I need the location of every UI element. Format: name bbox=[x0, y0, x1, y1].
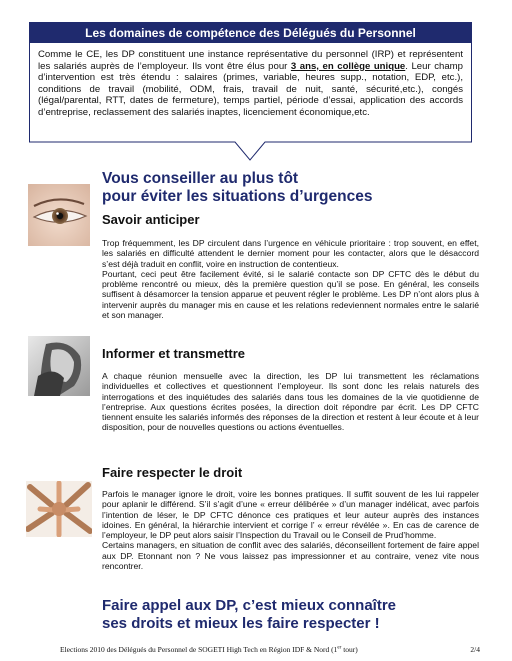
section-text-droit bbox=[102, 489, 479, 571]
paragraph: Parfois le manager ignore le droit, voire les bonnes pratiques. Il suffit souvent de les lui rappeler pour aplanir le différend. S’il s’agit d’une « erreur délibérée » d’un manager indélicat, avec parfois l’intention de léser, le DP CFTC dénonce ces pratiques et leur auteur auprès des instances idoines. En général, la hiérarchie intervient et corrige l’ « erreur révélée ». En cas de carence de l’employeur, le DP peut alors saisir l’Inspection du Travail ou le Conseil de Prud’homme. bbox=[102, 489, 479, 541]
closing-line-2: ses droits et mieux les faire respecter ! bbox=[102, 615, 380, 632]
closing-statement bbox=[102, 597, 396, 633]
section-text-informer bbox=[102, 371, 479, 433]
section-title-droit: Faire respecter le droit bbox=[102, 465, 243, 480]
eye-photo bbox=[28, 184, 90, 246]
intro-text-end: . Leur champ d’intervention est très étendu : salaires (primes, variable, heures supp., notation, EDP, etc.), conditions de travail (mobilité, ODM, frais, travail de nuit, santé, sécurité,etc.), congés (légal/parental, RTT, dates de fermeture), temps partiel, période d’essai, application des accords d’entreprise, reclassement des salariés inaptes, licenciement économique,etc. bbox=[38, 60, 463, 118]
headline-line-1: Vous conseiller au plus tôt bbox=[102, 170, 299, 187]
footer-sup: er bbox=[337, 645, 342, 651]
paragraph: Pourtant, ceci peut être facilement évité, si le salarié contacte son DP CFTC dès le début du problème rencontré ou mieux, dès la première question qu’il se pose. En général, les conseils suffisent à désamorcer la tension apparue et peuvent régler le problème. Les DP n’ont alors plus à intervenir auprès du manager mis en cause et les relations redeviennent normales entre le salarié et son manager. bbox=[102, 268, 479, 321]
intro-box bbox=[29, 22, 472, 141]
intro-text-start: Comme le CE, les DP constituent une instance représentative du personnel (IRP) et représentent les salariés auprès de l’employeur. Ils vont être élus pour bbox=[38, 49, 463, 72]
section-text-anticiper bbox=[102, 238, 479, 320]
headline-line-2: pour éviter les situations d’urgences bbox=[102, 188, 373, 205]
intro-box-pointer bbox=[29, 140, 472, 162]
closing-line-1: Faire appel aux DP, c’est mieux connaître bbox=[102, 597, 397, 614]
page-footer bbox=[60, 645, 480, 654]
intro-box-title: Les domaines de compétence des Délégués du Personnel bbox=[30, 23, 471, 43]
intro-text-bold: 3 ans, en collège unique bbox=[290, 60, 406, 72]
hands-photo bbox=[26, 481, 92, 537]
intro-box-text bbox=[30, 43, 471, 119]
section-title-informer: Informer et transmettre bbox=[102, 346, 246, 361]
headline bbox=[102, 170, 372, 206]
footer-text-end: tour) bbox=[341, 645, 358, 654]
section-title-anticiper: Savoir anticiper bbox=[102, 212, 200, 227]
page-number: 2/4 bbox=[470, 645, 480, 654]
thinking-man-photo bbox=[28, 336, 90, 396]
paragraph: Certains managers, en situation de conflit avec des salariés, déconseillent fortement de faire appel aux DP. Etonnant non ? Ne vous laissez pas impressionner et au contraire, venez vite nous rencontrer. bbox=[102, 540, 479, 572]
footer-text: Elections 2010 des Délégués du Personnel de SOGETI High Tech en Région IDF & Nord (1 bbox=[60, 645, 338, 654]
paragraph: A chaque réunion mensuelle avec la direction, les DP lui transmettent les réclamations individuelles et collectives et questionnent l’employeur. Ils sont donc les relais naturels des interrogations et des inquiétudes des salariés dans tous les domaines de la vie quotidienne de l’entreprise. Aux questions écrites posées, la direction doit répondre par écrit. Les DP CFTC tiennent ensuite les salariés informés des réponses de la direction et restent à leur écoute et à leur disposition, pour de nouvelles questions ou actions éventuelles. bbox=[102, 371, 479, 433]
paragraph: Trop fréquemment, les DP circulent dans l’urgence en véhicule prioritaire : trop souvent, en effet, les salariés en difficulté attendent le dernier moment pour les contacter, alors que le désaccord s’est déjà traduit en conflit, voire en instruction de contentieux. bbox=[102, 238, 479, 269]
